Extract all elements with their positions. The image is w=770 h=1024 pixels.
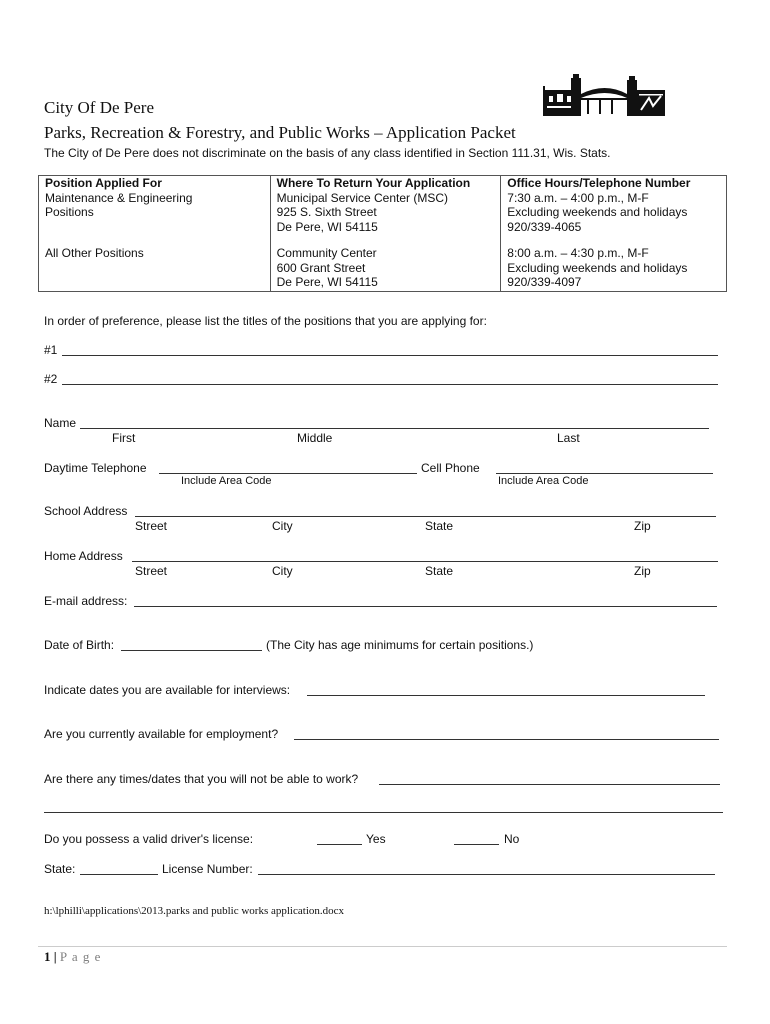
school-street-hint: Street [135,519,168,533]
city-bridge-logo-icon [543,74,665,118]
cell-line: 600 Grant Street [276,260,366,275]
daytime-area-code-hint: Include Area Code [181,475,272,487]
home-state-hint: State [425,564,454,578]
home-city-hint: City [272,564,293,578]
name-first-hint: First [112,431,136,445]
position-1-label: #1 [44,343,58,357]
school-city-hint: City [272,519,293,533]
packet-title: Parks, Recreation & Forestry, and Public Works – Application Packet [44,123,516,142]
name-label: Name [44,416,77,430]
cell-line: De Pere, WI 54115 [276,275,378,289]
cell-line: 8:00 a.m. – 4:30 p.m., M-F [507,246,649,260]
nondiscrimination-statement: The City of De Pere does not discriminate on the basis of any class identified in Section 111.31, Wis. Stats. [44,146,611,160]
license-yes-label: Yes [366,832,386,846]
table-header-cell: Where To Return Your Application [270,176,501,191]
interview-dates-field[interactable] [307,695,705,696]
page-footer [44,949,101,965]
table-header-cell: Position Applied For [39,176,271,191]
interview-dates-label: Indicate dates you are available for interviews: [44,683,291,697]
daytime-phone-label: Daytime Telephone [44,461,147,475]
table-header-cell: Office Hours/Telephone Number [501,176,727,191]
cell-phone-label: Cell Phone [421,461,480,475]
email-field[interactable] [134,606,717,607]
positions-table [38,175,727,292]
file-path: h:\lphilli\applications\2013.parks and public works application.docx [44,905,345,917]
table-header-row [39,176,727,191]
table-cell [501,191,727,247]
unavailable-dates-field-2[interactable] [44,812,723,813]
page-separator: | [53,949,57,964]
name-last-hint: Last [557,431,580,445]
preference-prompt: In order of preference, please list the titles of the positions that you are applying for: [44,314,487,328]
cell-phone-field[interactable] [496,473,713,474]
cell-area-code-hint: Include Area Code [498,475,589,487]
page-word: P a g e [59,949,102,964]
school-zip-hint: Zip [634,519,651,533]
license-yes-field[interactable] [317,844,362,845]
currently-available-label: Are you currently available for employment? [44,727,279,741]
school-address-field[interactable] [135,516,716,517]
school-state-hint: State [425,519,454,533]
unavailable-dates-label: Are there any times/dates that you will not be able to work? [44,772,359,786]
cell-line: Maintenance & Engineering [45,190,193,205]
license-state-label: State: [44,862,76,876]
table-row [39,246,727,291]
cell-line: De Pere, WI 54115 [276,219,378,234]
cell-line: All Other Positions [45,246,144,260]
cell-line: Municipal Service Center (MSC) [276,190,449,205]
home-address-field[interactable] [132,561,718,562]
license-state-field[interactable] [80,874,158,875]
name-middle-hint: Middle [297,431,333,445]
cell-line: 7:30 a.m. – 4:00 p.m., M-F [507,190,649,205]
email-label: E-mail address: [44,594,128,608]
position-2-field[interactable] [62,384,718,385]
position-2-label: #2 [44,372,58,386]
table-cell [270,246,501,291]
cell-line: Community Center [276,246,377,260]
position-1-field[interactable] [62,355,718,356]
license-number-label: License Number: [162,862,253,876]
city-name: City Of De Pere [44,98,155,117]
table-cell [501,246,727,291]
name-field[interactable] [80,428,709,429]
cell-line: 920/339-4065 [507,219,582,234]
license-question: Do you possess a valid driver's license: [44,832,254,846]
school-address-label: School Address [44,504,128,518]
table-cell [270,191,501,247]
cell-line: Excluding weekends and holidays [507,205,688,219]
cell-line: 925 S. Sixth Street [276,205,377,219]
unavailable-dates-field[interactable] [379,784,720,785]
dob-note: (The City has age minimums for certain positions.) [266,638,534,652]
home-zip-hint: Zip [634,564,651,578]
currently-available-field[interactable] [294,739,719,740]
license-no-label: No [504,832,520,846]
cell-line: 920/339-4097 [507,275,582,289]
page-number: 1 [44,949,51,964]
cell-line: Positions [45,205,94,219]
dob-label: Date of Birth: [44,638,115,652]
table-cell [39,246,271,291]
license-no-field[interactable] [454,844,499,845]
table-cell [39,191,271,247]
home-address-label: Home Address [44,549,123,563]
cell-line: Excluding weekends and holidays [507,260,688,275]
home-street-hint: Street [135,564,168,578]
daytime-phone-field[interactable] [159,473,417,474]
dob-field[interactable] [121,650,262,651]
license-number-field[interactable] [258,874,715,875]
table-row [39,191,727,247]
footer-divider [38,946,727,947]
